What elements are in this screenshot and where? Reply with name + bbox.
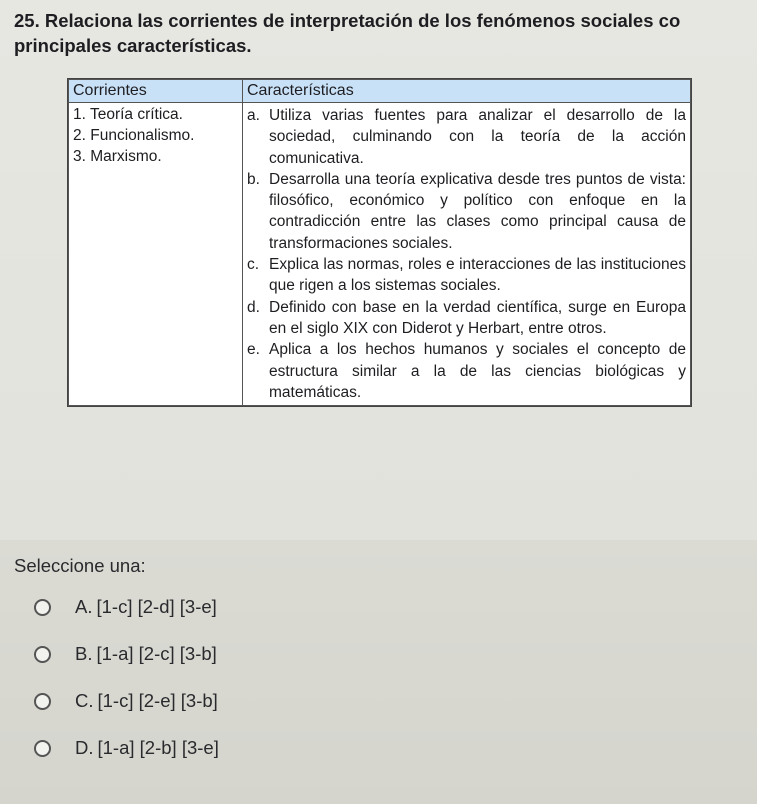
answer-panel: [0, 540, 757, 804]
characteristic-text: Aplica a los hechos humanos y sociales el concepto de estructura similar a la de las ciencias biológicas y matemáticas.: [269, 341, 686, 401]
option-label: [75, 643, 217, 665]
option-d[interactable]: [34, 735, 219, 761]
characteristic-item: [247, 297, 686, 340]
characteristic-letter: d.: [247, 298, 260, 316]
header-characteristics: Características: [243, 80, 691, 103]
option-letter: C.: [75, 690, 94, 711]
option-label: [75, 596, 217, 618]
characteristic-letter: a.: [247, 107, 260, 124]
characteristic-item: [247, 169, 686, 254]
question-text: [14, 8, 757, 58]
header-currents: Corrientes: [69, 80, 243, 103]
option-label: [75, 690, 218, 712]
question-line-1: 25. Relaciona las corrientes de interpretación de los fenómenos sociales co: [14, 10, 681, 31]
characteristic-item: [247, 339, 686, 403]
option-text: [1-a] [2-b] [3-e]: [97, 737, 219, 758]
characteristic-letter: e.: [247, 341, 260, 359]
characteristic-text: Explica las normas, roles e interacciones de las instituciones que rigen a los sistemas sociales.: [269, 256, 686, 295]
radio-circle-icon[interactable]: [34, 740, 51, 757]
characteristic-item: [247, 254, 686, 297]
option-c[interactable]: [34, 688, 218, 714]
characteristic-text: Desarrolla una teoría explicativa desde tres puntos de vista: filosófico, económico y político con enfoque en la contradicción entre las clases como principal causa de transformaciones sociales.: [269, 170, 686, 252]
option-text: [1-c] [2-d] [3-e]: [96, 596, 217, 617]
current-item: 1. Teoría crítica.: [73, 106, 183, 123]
option-letter: D.: [75, 737, 94, 758]
radio-circle-icon[interactable]: [34, 693, 51, 710]
radio-circle-icon[interactable]: [34, 646, 51, 663]
option-text: [1-c] [2-e] [3-b]: [97, 690, 218, 711]
option-text: [1-a] [2-c] [3-b]: [96, 643, 217, 664]
option-letter: A.: [75, 596, 93, 617]
question-line-2: principales características.: [14, 35, 252, 56]
option-label: [75, 737, 219, 759]
currents-cell: [69, 103, 243, 406]
option-letter: B.: [75, 643, 93, 664]
radio-circle-icon[interactable]: [34, 599, 51, 616]
characteristic-text: Utiliza varias fuentes para analizar el desarrollo de la sociedad, culminando con la teoría de la acción comunicativa.: [269, 107, 686, 167]
characteristic-text: Definido con base en la verdad científica, surge en Europa en el siglo XIX con Diderot y Herbart, entre otros.: [269, 298, 686, 337]
characteristic-item: [247, 105, 686, 169]
characteristics-cell: [243, 103, 691, 406]
option-b[interactable]: [34, 641, 217, 667]
matching-table: [67, 78, 692, 407]
characteristic-letter: b.: [247, 170, 260, 188]
select-prompt: Seleccione una:: [14, 555, 146, 576]
option-a[interactable]: [34, 594, 217, 620]
current-item: 2. Funcionalismo.: [73, 127, 195, 144]
characteristic-letter: c.: [247, 256, 260, 274]
current-item: 3. Marxismo.: [73, 148, 162, 165]
